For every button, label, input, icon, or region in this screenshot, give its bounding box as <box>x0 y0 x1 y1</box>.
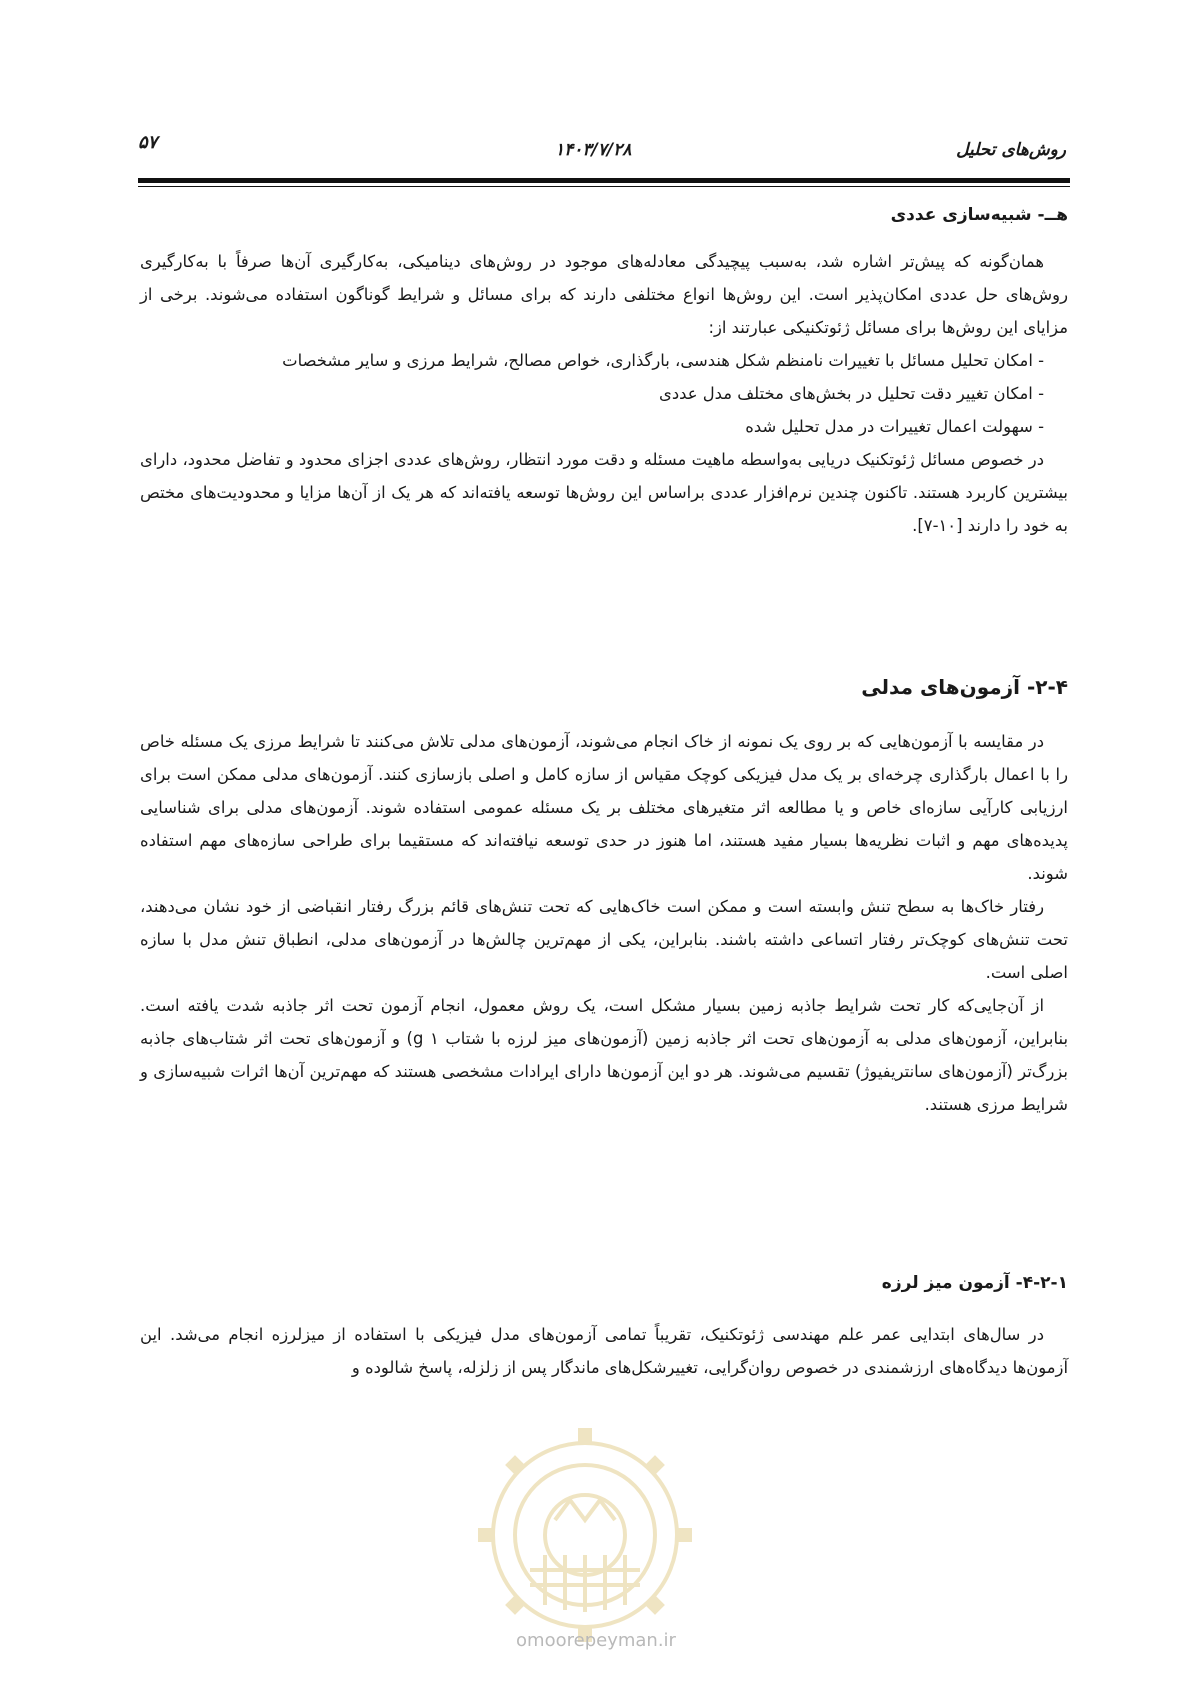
paragraph: در مقایسه با آزمون‌هایی که بر روی یک نمونه از خاک انجام می‌شوند، آزمون‌های مدلی تلاش می‌کنند تا شرایط مرزی یک مسئله خاص را با اعمال بارگذاری چرخه‌ای بر یک مدل فیزیکی کوچک مقیاس از سازه کامل و اصلی بازسازی کنند. آزمون‌های مدلی ممکن است برای ارزیابی کارآیی سازه‌ای خاص و یا مطالعه اثر متغیرهای مختلف بر یک مسئله عمومی استفاده شوند. آزمون‌های مدلی برای شناسایی پدیده‌های مهم و اثبات نظریه‌ها بسیار مفید هستند، اما هنوز در حدی توسعه نیافته‌اند که مستقیما برای طراحی سازه‌های مهم استفاده شوند. <box>140 732 1068 883</box>
section-model-tests <box>140 670 1068 704</box>
watermark-site: omoorepeyman.ir <box>516 1630 676 1651</box>
subsection-heading: هــ- شبیه‌سازی عددی <box>890 205 1068 225</box>
subsection-numerical-simulation <box>140 200 1068 230</box>
header-rule-thick <box>138 178 1070 183</box>
paragraph: همان‌گونه که پیش‌تر اشاره شد، به‌سبب پیچیدگی معادله‌های موجود در روش‌های دینامیکی، به‌کارگیری آن‌ها صرفاً با به‌کارگیری روش‌های حل عددی امکان‌پذیر است. این روش‌ها انواع مختلفی دارند که برای مسائل و شرایط گوناگون استفاده می‌شوند. برخی از مزایای این روش‌ها برای مسائل ژئوتکنیکی عبارتند از: <box>140 252 1068 337</box>
list-item: - امکان تغییر دقت تحلیل در بخش‌های مختلف مدل عددی <box>658 384 1044 403</box>
list-item: - سهولت اعمال تغییرات در مدل تحلیل شده <box>745 417 1044 436</box>
seal-watermark-icon <box>470 1420 700 1650</box>
paragraph: رفتار خاک‌ها به سطح تنش وابسته است و ممکن است خاک‌هایی که تحت تنش‌های قائم بزرگ رفتار انقباضی از خود نشان می‌دهند، تحت تنش‌های کوچک‌تر رفتار اتساعی داشته باشند. بنابراین، یکی از مهم‌ترین چالش‌ها در آزمون‌های مدلی، انطباق تنش مدل با سازه اصلی است. <box>140 897 1068 982</box>
header-rule-thin <box>138 186 1070 187</box>
paragraph: در سال‌های ابتدایی عمر علم مهندسی ژئوتکنیک، تقریباً تمامی آزمون‌های مدل فیزیکی با استفاده از میزلرزه انجام می‌شد. این آزمون‌ها دیدگاه‌های ارزشمندی در خصوص روان‌گرایی، تغییرشکل‌های ماندگار پس از زلزله، پاسخ شالوده و <box>140 1325 1068 1377</box>
running-header-date: ۱۴۰۳/۷/۲۸ <box>555 140 632 160</box>
page-number: ۵۷ <box>138 132 158 153</box>
subsection-body <box>140 1318 1068 1384</box>
running-header-title: روش‌های تحلیل <box>956 140 1066 160</box>
subsection-heading: ۴-۲-۱- آزمون میز لرزه <box>881 1273 1068 1293</box>
section-body <box>140 725 1068 1121</box>
subsection-body <box>140 245 1068 542</box>
paragraph: در خصوص مسائل ژئوتکنیک دریایی به‌واسطه ماهیت مسئله و دقت مورد انتظار، روش‌های عددی اجزای محدود و تفاضل محدود، دارای بیشترین کاربرد هستند. تاکنون چندین نرم‌افزار عددی براساس این روش‌ها توسعه یافته‌اند که هر یک از آن‌ها مزایا و محدودیت‌های مختص به خود را دارند [۱۰-۷]. <box>140 450 1068 535</box>
paragraph: از آن‌جایی‌که کار تحت شرایط جاذبه زمین بسیار مشکل است، یک روش معمول، انجام آزمون تحت اثر جاذبه شدت یافته است. بنابراین، آزمون‌های مدلی به آزمون‌های تحت اثر جاذبه زمین (آزمون‌های میز لرزه با شتاب g ۱) و آزمون‌های تحت اثر شتاب‌های جاذبه بزرگ‌تر (آزمون‌های سانتریفیوژ) تقسیم می‌شوند. هر دو این آزمون‌ها دارای ایرادات مشخصی هستند که مهم‌ترین آن‌ها اثرات شبیه‌سازی و شرایط مرزی هستند. <box>140 996 1069 1114</box>
subsection-shaking-table <box>140 1268 1068 1298</box>
list-item: - امکان تحلیل مسائل با تغییرات نامنظم شکل هندسی، بارگذاری، خواص مصالح، شرایط مرزی و سایر مشخصات <box>282 351 1044 370</box>
section-heading: ۲-۴- آزمون‌های مدلی <box>861 675 1068 699</box>
